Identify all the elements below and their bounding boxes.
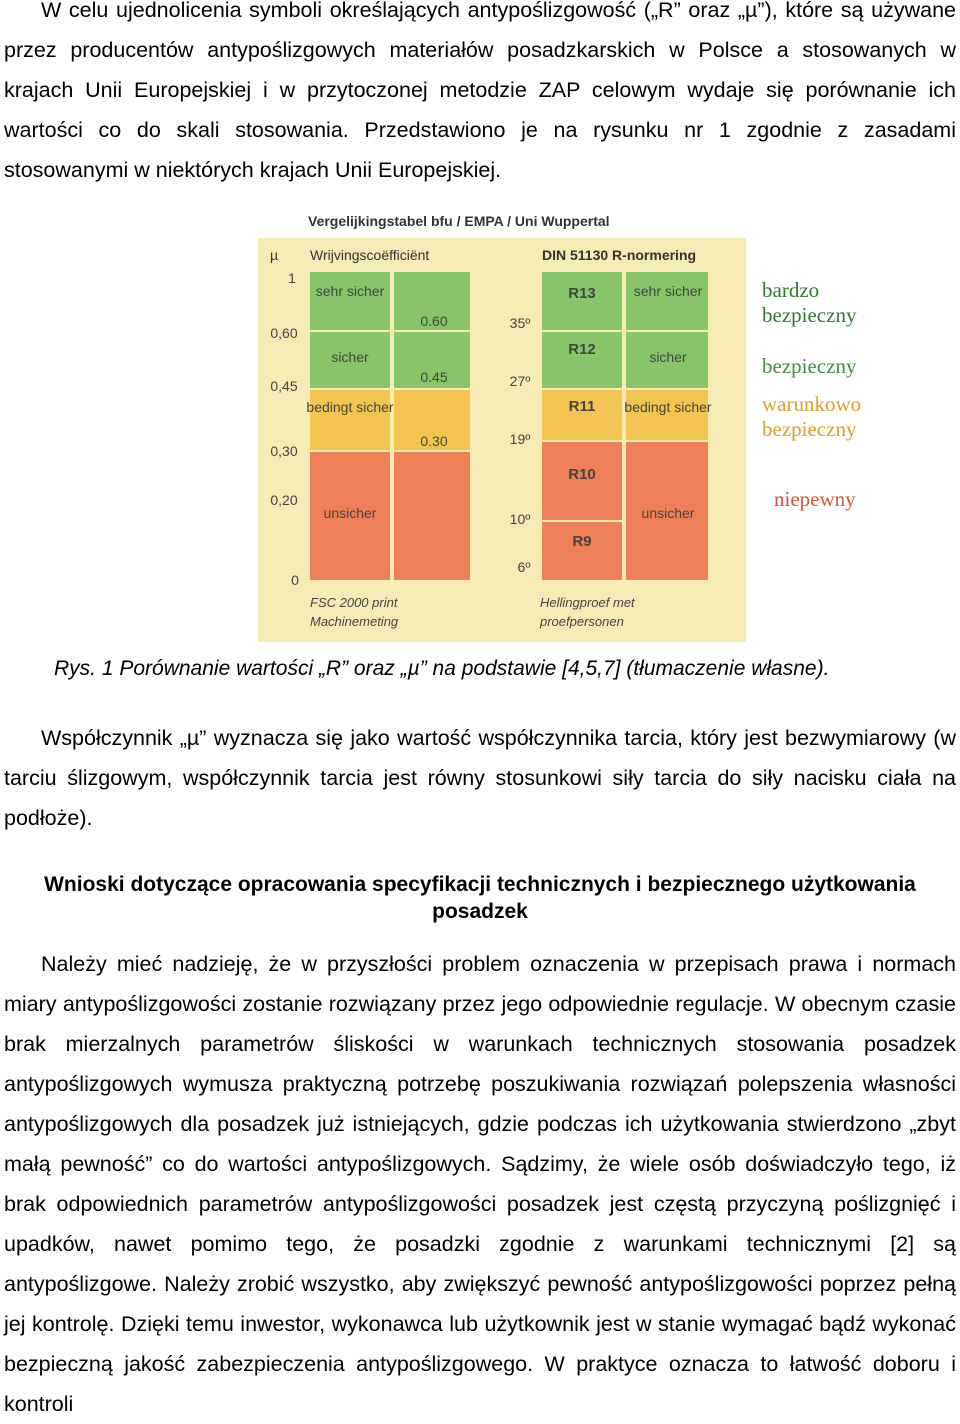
mu-threshold: 0.30	[420, 433, 448, 449]
angle-label: 35º	[509, 315, 531, 331]
footer-left-line: Machinemeting	[310, 614, 399, 629]
footer-right-line: proefpersonen	[540, 614, 624, 629]
mu-definition-paragraph: Współczynnik „µ” wyznacza się jako wartość współczynnika tarcia, który jest bezwymiarowy (w tarciu ślizgowym, współczynnik tarcia jest równy stosunkowi siły tarcia do siły nacisku ciała na podłoże).	[4, 726, 956, 830]
angle-label: 6º	[517, 559, 531, 575]
class-conditionally-safe	[762, 392, 861, 442]
class-very-safe-line1: bardzo	[762, 278, 820, 302]
r-zone	[542, 522, 622, 580]
footer-left-line: FSC 2000 print	[310, 595, 398, 610]
right-zone-label: bedingt sicher	[624, 399, 712, 415]
r-class: R11	[568, 398, 596, 415]
class-very-safe	[762, 278, 856, 328]
right-zone-label: sehr sicher	[633, 283, 703, 299]
right-header: DIN 51130 R-normering	[542, 247, 697, 263]
figure-caption: Rys. 1 Porównanie wartości „R” oraz „µ” na podstawie [4,5,7] (tłumaczenie własne).	[54, 657, 830, 680]
right-zone-label: sicher	[649, 349, 687, 365]
mu-symbol: µ	[270, 247, 279, 263]
mu-tick: 0,20	[270, 492, 298, 508]
mu-tick: 0,60	[270, 325, 298, 341]
mu-tick: 0,45	[270, 378, 298, 394]
r-class: R10	[568, 466, 596, 483]
mu-tick: 0	[291, 572, 299, 588]
mu-threshold: 0.60	[420, 313, 448, 329]
right-zone	[626, 390, 708, 440]
intro-paragraph: W celu ujednolicenia symboli określających antypoślizgowość („R” oraz „µ”), które są używane przez producentów antypoślizgowych materiałów posadzkarskich w Polsce a stosowanych w krajach Unii Europejskiej i w przytoczonej metodzie ZAP celowym wydaje się porównanie ich wartości co do skali stosowania. Przedstawiono je na rysunku nr 1 zgodnie z zasadami stosowanymi w niektórych krajach Unii Europejskiej.	[4, 0, 956, 182]
mu-zone-label: sehr sicher	[315, 283, 385, 299]
right-zone-label: unsicher	[641, 505, 695, 521]
zone-sehr-sicher	[310, 272, 390, 330]
mu-zone-label: bedingt sicher	[306, 399, 394, 415]
mu-zone-label: sicher	[331, 349, 369, 365]
threshold-zone	[394, 452, 470, 580]
comparison-figure	[258, 196, 746, 642]
figure-title: Vergelijkingstabel bfu / EMPA / Uni Wuppertal	[308, 213, 610, 229]
r-class: R9	[572, 533, 592, 550]
mu-tick: 0,30	[270, 443, 298, 459]
r-class: R12	[568, 341, 596, 358]
r-class: R13	[568, 285, 596, 302]
angle-label: 19º	[509, 431, 531, 447]
class-safe: bezpieczny	[762, 354, 857, 378]
left-header: Wrijvingscoëfficiënt	[310, 247, 430, 263]
class-very-safe-line2: bezpieczny	[762, 303, 857, 327]
conclusions-paragraph: Należy mieć nadzieję, że w przyszłości problem oznaczenia w przepisach prawa i normach miary antypoślizgowości zostanie rozwiązany przez jego odpowiednie regulacje. W obecnym czasie brak mierzalnych parametrów śliskości w warunkach technicznych stosowania posadzek antypoślizgowych wymusza praktyczną potrzebę poszukiwania rozwiązań polepszenia własności antypoślizgowych dla posadzek już istniejących, gdzie podczas ich użytkowania stwierdzono „zbyt małą pewność” co do wartości antypoślizgowych. Sądzimy, że wiele osób doświadczyło tego, iż brak odpowiednich parametrów antypoślizgowości posadzek jest częstą przyczyną poślizgnięć i upadków, nawet pomimo tego, że posadzki zgodnie z warunkami technicznymi [2] są antypoślizgowe. Należy zrobić wszystko, aby zwiększyć pewność antypoślizgowości poprzez pełną jej kontrolę. Dzięki temu inwestor, wykonawca lub użytkownik jest w stanie wymagać bądź wykonać bezpieczną jakość zabezpieczenia antypoślizgowego. W praktyce oznacza to łatwość doboru i kontroli	[4, 952, 956, 1416]
class-conditionally-safe-line1: warunkowo	[762, 392, 862, 416]
class-conditionally-safe-line2: bezpieczny	[762, 417, 857, 441]
angle-label: 27º	[509, 373, 531, 389]
footer-right-line: Hellingproef met	[540, 595, 635, 610]
section-heading: Wnioski dotyczące opracowania specyfikacji technicznych i bezpiecznego użytkowania posadzek	[44, 873, 916, 923]
mu-threshold: 0.45	[420, 369, 448, 385]
class-unsafe: niepewny	[774, 487, 856, 511]
mu-tick: 1	[288, 270, 296, 286]
angle-label: 10º	[509, 511, 531, 527]
right-zone	[626, 272, 708, 330]
mu-zone-label: unsicher	[323, 505, 377, 521]
